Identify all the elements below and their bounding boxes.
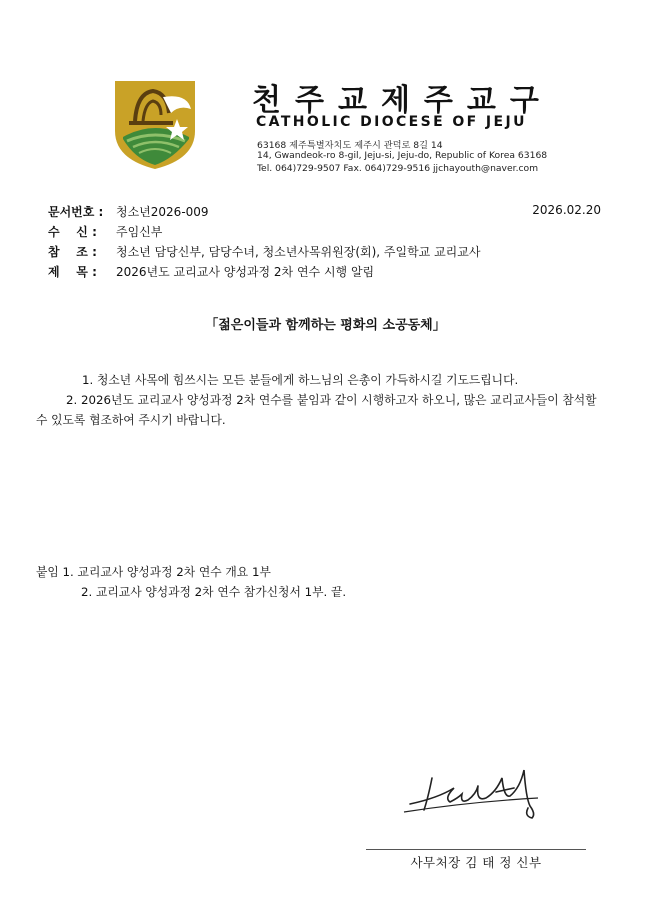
doc-number-label: 문서번호 :	[48, 205, 104, 219]
address-english: 14, Gwandeok-ro 8-gil, Jeju-si, Jeju-do, Republic of Korea 63168	[257, 150, 548, 161]
subject-value: 2026년도 교리교사 양성과정 2차 연수 시행 알림	[116, 265, 375, 279]
doc-date: 2026.02.20	[532, 203, 601, 217]
slogan: 「젊은이들과 함께하는 평화의 소공동체」	[205, 318, 446, 333]
subject-label: 제 목 :	[48, 265, 97, 279]
reference-label: 참 조 :	[48, 245, 97, 259]
contact-info: Tel. 064)729-9507 Fax. 064)729-9516 jjchayouth@naver.com	[257, 163, 539, 174]
recipient-row	[48, 223, 162, 240]
reference-value: 청소년 담당신부, 담당수녀, 청소년사목위원장(회), 주일학교 교리교사	[116, 245, 481, 259]
org-name-korean: 천주교제주교구	[252, 83, 553, 118]
diocese-logo	[113, 79, 197, 171]
body-paragraph-1: 1. 청소년 사목에 힘쓰시는 모든 분들에게 하느님의 은총이 가득하시길 기도드립니다.	[82, 373, 519, 387]
doc-number-row	[48, 203, 209, 220]
signer-name: 사무처장 김 태 정 신부	[410, 855, 542, 870]
attachment-line-1: 붙임 1. 교리교사 양성과정 2차 연수 개요 1부	[36, 565, 271, 579]
subject-row	[48, 263, 374, 280]
recipient-value: 주임신부	[116, 225, 163, 239]
doc-number-value: 청소년2026-009	[116, 205, 209, 219]
recipient-label: 수 신 :	[48, 225, 97, 239]
handwritten-signature	[398, 758, 548, 820]
signature-line	[366, 849, 586, 850]
attachment-line-2: 2. 교리교사 양성과정 2차 연수 참가신청서 1부. 끝.	[81, 585, 347, 599]
reference-row	[48, 243, 480, 260]
address-korean: 63168 제주특별자치도 제주시 관덕로 8길 14	[257, 140, 443, 151]
body-paragraph-2: 2. 2026년도 교리교사 양성과정 2차 연수를 붙임과 같이 시행하고자 하오니, 많은 교리교사들이 참석할 수 있도록 협조하여 주시기 바랍니다.	[36, 393, 597, 427]
org-name-english: CATHOLIC DIOCESE OF JEJU	[256, 114, 527, 130]
